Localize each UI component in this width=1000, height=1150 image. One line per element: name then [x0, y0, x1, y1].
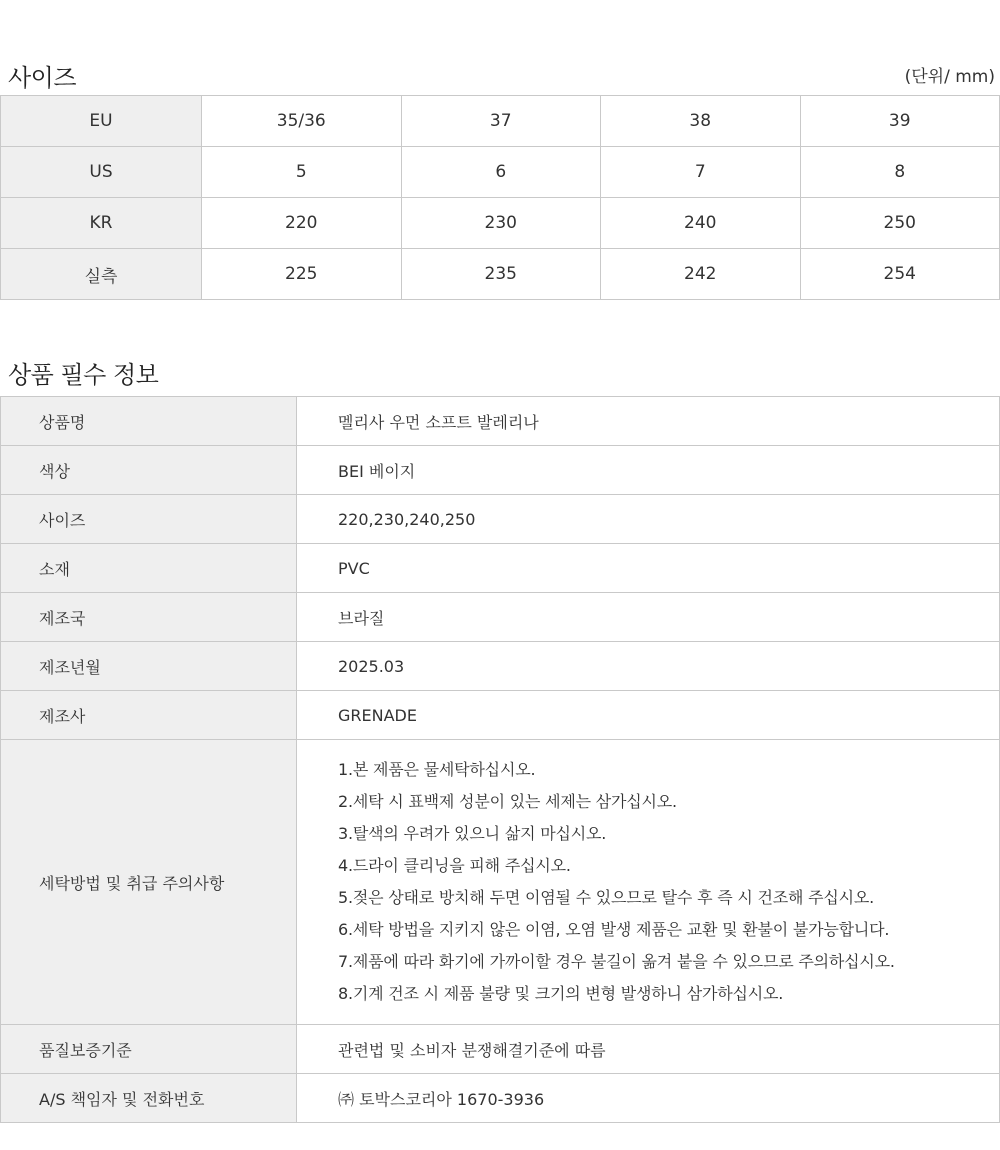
info-value: 220,230,240,250 — [297, 495, 1000, 544]
info-row-product-name — [1, 397, 1000, 446]
care-item: 1.본 제품은 물세탁하십시오. — [338, 760, 536, 779]
info-value: 관련법 및 소비자 분쟁해결기준에 따름 — [297, 1025, 1000, 1074]
size-cell: 242 — [601, 249, 801, 300]
size-cell: 37 — [401, 96, 601, 147]
size-row-eu — [1, 96, 1000, 147]
info-value: GRENADE — [297, 691, 1000, 740]
size-row-label: 실측 — [1, 249, 202, 300]
size-cell: 5 — [202, 147, 402, 198]
size-cell: 250 — [800, 198, 1000, 249]
size-cell: 6 — [401, 147, 601, 198]
info-row-color — [1, 446, 1000, 495]
care-item: 2.세탁 시 표백제 성분이 있는 세제는 삼가십시오. — [338, 792, 677, 811]
care-item: 6.세탁 방법을 지키지 않은 이염, 오염 발생 제품은 교환 및 환불이 불가능합니다. — [338, 920, 890, 939]
info-section-title: 상품 필수 정보 — [8, 361, 159, 389]
care-item: 8.기계 건조 시 제품 불량 및 크기의 변형 발생하니 삼가하십시오. — [338, 984, 784, 1003]
care-item: 5.젖은 상태로 방치해 두면 이염될 수 있으므로 탈수 후 즉 시 건조해 주십시오. — [338, 888, 875, 907]
info-label: 색상 — [1, 446, 297, 495]
care-item: 7.제품에 따라 화기에 가까이할 경우 불길이 옮겨 붙을 수 있으므로 주의하십시오. — [338, 952, 895, 971]
info-value: 브라질 — [297, 593, 1000, 642]
info-row-care — [1, 740, 1000, 1025]
size-section-title: 사이즈 — [8, 64, 77, 92]
care-item: 3.탈색의 우려가 있으니 삶지 마십시오. — [338, 824, 607, 843]
info-label: 상품명 — [1, 397, 297, 446]
size-cell: 254 — [800, 249, 1000, 300]
info-row-country — [1, 593, 1000, 642]
info-value: PVC — [297, 544, 1000, 593]
info-label: A/S 책임자 및 전화번호 — [1, 1074, 297, 1123]
size-cell: 38 — [601, 96, 801, 147]
size-cell: 39 — [800, 96, 1000, 147]
size-cell: 230 — [401, 198, 601, 249]
info-label: 제조년월 — [1, 642, 297, 691]
info-value: ㈜ 토박스코리아 1670-3936 — [297, 1074, 1000, 1123]
size-row-us — [1, 147, 1000, 198]
size-row-label: US — [1, 147, 202, 198]
info-row-quality — [1, 1025, 1000, 1074]
info-label: 세탁방법 및 취급 주의사항 — [1, 740, 297, 1025]
info-value: BEI 베이지 — [297, 446, 1000, 495]
size-cell: 235 — [401, 249, 601, 300]
unit-note: (단위/ mm) — [904, 67, 995, 87]
info-label: 제조국 — [1, 593, 297, 642]
info-row-manufacturer — [1, 691, 1000, 740]
info-label: 제조사 — [1, 691, 297, 740]
size-row-kr — [1, 198, 1000, 249]
care-item: 4.드라이 클리닝을 피해 주십시오. — [338, 856, 571, 875]
info-value: 2025.03 — [297, 642, 1000, 691]
care-list — [338, 754, 999, 1010]
size-cell: 240 — [601, 198, 801, 249]
size-cell: 220 — [202, 198, 402, 249]
size-row-actual — [1, 249, 1000, 300]
care-instructions — [297, 740, 1000, 1025]
product-info-table — [0, 396, 1000, 1123]
info-row-as-contact — [1, 1074, 1000, 1123]
size-row-label: EU — [1, 96, 202, 147]
size-cell: 35/36 — [202, 96, 402, 147]
size-cell: 8 — [800, 147, 1000, 198]
info-value: 멜리사 우먼 소프트 발레리나 — [297, 397, 1000, 446]
info-row-manufacture-date — [1, 642, 1000, 691]
size-row-label: KR — [1, 198, 202, 249]
size-cell: 225 — [202, 249, 402, 300]
size-table — [0, 95, 1000, 300]
info-row-material — [1, 544, 1000, 593]
info-label: 소재 — [1, 544, 297, 593]
size-cell: 7 — [601, 147, 801, 198]
info-label: 품질보증기준 — [1, 1025, 297, 1074]
info-row-size — [1, 495, 1000, 544]
info-label: 사이즈 — [1, 495, 297, 544]
